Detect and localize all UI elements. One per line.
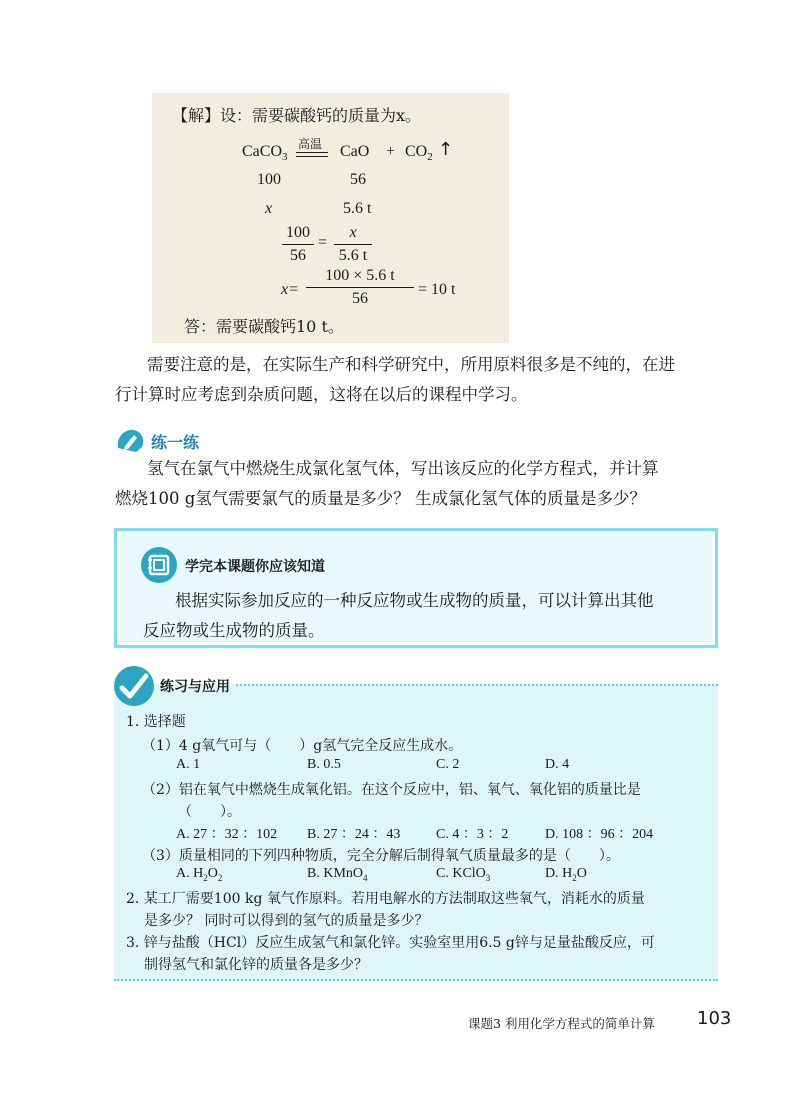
ratio-left-den: 56 bbox=[290, 247, 306, 264]
q1-2-option-b: B. 27 ：24 ：43 bbox=[307, 827, 401, 842]
q1-2-option-c: C. 4 ：3 ：2 bbox=[436, 827, 509, 842]
exercise-title: 练一练 bbox=[151, 433, 200, 452]
fraction-bar bbox=[334, 244, 372, 245]
equation bbox=[242, 143, 288, 163]
calc-num: 100 × 5.6 t bbox=[325, 267, 395, 284]
ratio-equals: = bbox=[318, 234, 328, 251]
option-sub: 2 bbox=[572, 872, 577, 883]
q1-2-option-d: D. 108 ：96 ：204 bbox=[545, 827, 654, 842]
unknown-x: x bbox=[265, 200, 273, 217]
know-line-2: 反应物或生成物的质量。 bbox=[143, 621, 325, 640]
equation-product2-sub: 2 bbox=[427, 151, 433, 164]
calc-lhs: x= bbox=[281, 281, 299, 298]
q1-3-option-a bbox=[176, 866, 222, 883]
equation-product1: CaO bbox=[340, 143, 370, 160]
ratio-right-fraction bbox=[334, 224, 372, 265]
q1-1-option-a: A. 1 bbox=[176, 757, 201, 772]
equation-reactant-sub: 3 bbox=[282, 151, 288, 164]
q1-3-option-d bbox=[545, 866, 587, 883]
option-label: B. KMnO bbox=[307, 866, 364, 881]
q1-2-option-a: A. 27 ：32 ：102 bbox=[176, 827, 278, 842]
q1-1: （1）4 g氧气可与（ ）g氢气完全反应生成水。 bbox=[142, 738, 463, 754]
option-sub: 2 bbox=[203, 872, 208, 883]
note-line-2: 行计算时应考虑到杂质问题，这将在以后的课程中学习。 bbox=[115, 385, 528, 404]
known-mass: 5.6 t bbox=[343, 200, 372, 217]
calc-result: = 10 t bbox=[418, 281, 456, 298]
mass-reactant: 100 bbox=[257, 171, 281, 188]
mass-product: 56 bbox=[350, 171, 366, 188]
q1-3: （3）质量相同的下列四种物质，完全分解后制得氧气质量最多的是（ ）。 bbox=[142, 848, 620, 864]
option-label: A. H bbox=[176, 866, 204, 881]
practice-top-border bbox=[236, 684, 718, 686]
q1-1-option-c: C. 2 bbox=[436, 757, 460, 772]
option-sub: 3 bbox=[485, 872, 491, 883]
gas-arrow-icon: ↑ bbox=[438, 139, 454, 160]
equation-condition: 高温 bbox=[298, 137, 323, 151]
page-number: 103 bbox=[697, 1008, 732, 1029]
checkmark-icon bbox=[112, 664, 156, 708]
calc-fraction bbox=[306, 267, 414, 308]
q3-line-2: 制得氢气和氯化锌的质量各是多少？ bbox=[144, 957, 368, 973]
option-sub: 4 bbox=[363, 872, 368, 883]
option-tail: O bbox=[576, 866, 587, 881]
fraction-bar bbox=[282, 244, 314, 245]
fraction-bar bbox=[306, 287, 414, 288]
ratio-left-fraction bbox=[282, 224, 314, 265]
equation-sign-line-top bbox=[296, 152, 328, 153]
solution-answer: 答：需要碳酸钙10 t。 bbox=[184, 317, 344, 336]
footer-chapter: 课题3 利用化学方程式的简单计算 bbox=[468, 1016, 655, 1031]
note-line-1: 需要注意的是，在实际生产和科学研究中，所用原料很多是不纯的，在进 bbox=[147, 355, 675, 374]
q3-line-1: 3. 锌与盐酸（HCl）反应生成氢气和氯化锌。实验室里用6.5 g锌与足量盐酸反应，可 bbox=[126, 935, 655, 951]
option-tail: O bbox=[207, 866, 218, 881]
equation-plus: + bbox=[386, 143, 396, 160]
practice-bottom-border bbox=[114, 979, 718, 981]
equation-product2-formula: CO bbox=[405, 143, 428, 160]
q1-3-option-c bbox=[436, 866, 490, 883]
equation-product2 bbox=[405, 143, 433, 163]
equation-reactant: CaCO bbox=[242, 143, 282, 160]
q2-line-1: 2. 某工厂需要100 kg 氧气作原料。若用电解水的方法制取这些氧气，消耗水的质量 bbox=[126, 891, 645, 907]
q2-line-2: 是多少？ 同时可以得到的氢气的质量是多少？ bbox=[144, 913, 429, 929]
option-label: C. KClO bbox=[436, 866, 486, 881]
q1-heading: 1. 选择题 bbox=[126, 714, 186, 730]
practice-title: 练习与应用 bbox=[160, 679, 230, 695]
option-label: D. H bbox=[545, 866, 573, 881]
q1-3-option-b bbox=[307, 866, 368, 883]
ratio-right-den: 5.6 t bbox=[338, 247, 368, 264]
solution-intro: 【解】设：需要碳酸钙的质量为x。 bbox=[172, 106, 422, 125]
q1-1-option-d: D. 4 bbox=[545, 757, 570, 772]
exercise-line-1: 氢气在氯气中燃烧生成氯化氢气体，写出该反应的化学方程式，并计算 bbox=[147, 459, 659, 478]
know-line-1: 根据实际参加反应的一种反应物或生成物的质量，可以计算出其他 bbox=[175, 591, 654, 610]
ratio-left-num: 100 bbox=[286, 224, 310, 241]
q1-2-line-2: （ ）。 bbox=[178, 804, 241, 820]
exercise-pencil-icon bbox=[114, 426, 148, 456]
option-sub2: 2 bbox=[217, 872, 223, 883]
know-title: 学完本课题你应该知道 bbox=[185, 559, 325, 575]
notebook-icon bbox=[140, 546, 178, 584]
ratio-right-num: x bbox=[349, 224, 357, 241]
q1-1-option-b: B. 0.5 bbox=[307, 757, 341, 772]
exercise-line-2: 燃烧100 g氢气需要氯气的质量是多少？ 生成氯化氢气体的质量是多少？ bbox=[115, 489, 647, 508]
equation-sign-line-bottom bbox=[296, 156, 328, 157]
calc-den: 56 bbox=[352, 290, 368, 307]
q1-2-line-1: （2）铝在氧气中燃烧生成氧化铝。在这个反应中，铝、氧气、氧化铝的质量比是 bbox=[142, 782, 641, 798]
